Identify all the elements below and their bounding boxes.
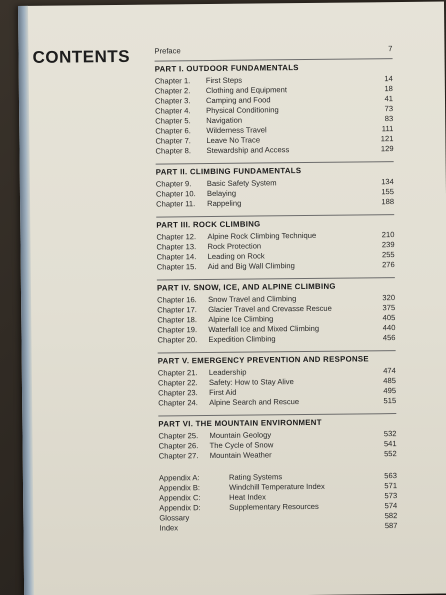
chapter-title: Rock Protection (207, 241, 262, 252)
chapter-title: Rappeling (207, 198, 242, 209)
chapter-page: 552 (383, 449, 397, 459)
chapter-number: Chapter 25. (158, 431, 199, 441)
chapter-number: Chapter 2. (154, 86, 191, 96)
chapter-title: Stewardship and Access (206, 145, 290, 156)
appendix-title: Supplementary Resources (229, 501, 319, 512)
chapter-title: Leave No Trace (206, 135, 261, 146)
appendix-page: 582 (384, 511, 398, 521)
chapter-title: Belaying (206, 188, 237, 199)
chapter-number: Chapter 17. (157, 305, 197, 315)
chapter-page: 14 (384, 74, 393, 84)
chapter-title: Navigation (206, 115, 243, 126)
chapter-number: Chapter 10. (155, 189, 196, 199)
chapter-page: 515 (383, 396, 397, 406)
chapter-title: Waterfall Ice and Mixed Climbing (208, 323, 320, 335)
chapter-title: Aid and Big Wall Climbing (207, 261, 295, 272)
chapter-number: Chapter 11. (156, 199, 196, 209)
chapter-page: 541 (383, 439, 397, 449)
chapter-number: Chapter 1. (154, 76, 191, 86)
appendix-page: 587 (384, 521, 398, 531)
chapter-number: Chapter 23. (158, 388, 198, 398)
chapter-number: Chapter 14. (156, 252, 197, 262)
appendix-label: Index (159, 523, 179, 533)
appendix-label: Glossary (159, 513, 190, 523)
chapter-number: Chapter 22. (157, 378, 198, 388)
chapter-number: Chapter 7. (155, 136, 191, 146)
chapter-page: 188 (381, 197, 395, 207)
appendix-page: 563 (384, 471, 397, 481)
chapter-page: 474 (383, 366, 396, 376)
chapter-page: 73 (384, 104, 394, 114)
part-heading: PART V. EMERGENCY PREVENTION AND RESPONSE (158, 350, 396, 368)
part-heading: PART IV. SNOW, ICE, AND ALPINE CLIMBING (157, 277, 395, 295)
chapter-title: Physical Conditioning (206, 105, 279, 116)
chapter-number: Chapter 12. (156, 232, 197, 242)
preface-label: Preface (154, 46, 181, 56)
chapter-page: 239 (381, 240, 395, 250)
chapter-page: 155 (381, 187, 395, 197)
chapter-number: Chapter 3. (154, 96, 191, 106)
chapter-page: 210 (381, 230, 395, 240)
chapter-number: Chapter 13. (156, 242, 197, 252)
chapter-title: First Aid (209, 387, 237, 398)
table-of-contents (154, 44, 397, 533)
chapter-title: Safety: How to Stay Alive (208, 377, 294, 388)
part-heading: PART VI. THE MOUNTAIN ENVIRONMENT (158, 413, 396, 431)
chapter-number: Chapter 18. (157, 315, 198, 325)
chapter-page: 41 (384, 94, 394, 104)
chapter-title: Wilderness Travel (206, 125, 267, 136)
preface-entry (154, 44, 392, 60)
chapter-number: Chapter 19. (157, 325, 198, 335)
chapter-page: 276 (382, 260, 395, 270)
chapter-title: Alpine Search and Rescue (209, 397, 300, 408)
chapter-page: 532 (383, 429, 397, 439)
chapter-page: 121 (380, 134, 394, 144)
chapter-number: Chapter 21. (157, 368, 198, 378)
appendix-entry (159, 521, 397, 533)
chapter-page: 111 (381, 124, 394, 134)
chapter-title: Leadership (208, 367, 247, 378)
chapter-number: Chapter 4. (155, 106, 191, 116)
chapter-title: Basic Safety System (206, 178, 277, 189)
chapter-page: 18 (384, 84, 393, 94)
chapter-page: 495 (383, 386, 397, 396)
chapter-number: Chapter 27. (158, 451, 199, 461)
chapter-number: Chapter 26. (158, 441, 199, 451)
page-title: CONTENTS (32, 46, 131, 67)
chapter-title: Expedition Climbing (208, 334, 276, 345)
book-page (18, 2, 446, 595)
chapter-number: Chapter 5. (155, 116, 191, 126)
chapter-title: Alpine Rock Climbing Technique (207, 230, 317, 242)
part-heading: PART I. OUTDOOR FUNDAMENTALS (155, 58, 393, 76)
chapter-page: 456 (382, 333, 396, 343)
chapter-number: Chapter 9. (155, 179, 192, 189)
chapter-page: 485 (383, 376, 396, 386)
appendix-page: 573 (384, 491, 398, 501)
appendix-title (229, 528, 375, 530)
appendix-page: 571 (384, 481, 398, 491)
chapter-number: Chapter 6. (155, 126, 191, 136)
chapter-title: Clothing and Equipment (205, 85, 288, 96)
chapter-title: Leading on Rock (207, 251, 265, 262)
chapter-page: 375 (382, 303, 396, 313)
appendix-title: Heat Index (229, 492, 266, 502)
chapter-title: Mountain Weather (209, 450, 272, 461)
chapter-title: Alpine Ice Climbing (208, 314, 274, 325)
chapter-title: Snow Travel and Climbing (208, 294, 297, 305)
parts-list (155, 58, 397, 464)
chapter-title: Camping and Food (205, 95, 271, 106)
chapter-title: Mountain Geology (209, 430, 272, 441)
appendix-label: Appendix A: (158, 473, 200, 483)
page-spine (18, 6, 34, 595)
part-heading: PART II. CLIMBING FUNDAMENTALS (156, 161, 394, 179)
chapter-title: The Cycle of Snow (209, 440, 274, 451)
appendix-page: 574 (384, 501, 398, 511)
chapter-page: 83 (384, 114, 394, 124)
appendix-title (229, 518, 375, 520)
chapter-number: Chapter 8. (155, 146, 192, 156)
part-heading: PART III. ROCK CLIMBING (156, 214, 394, 232)
chapter-number: Chapter 15. (156, 262, 197, 272)
chapter-title: First Steps (205, 75, 243, 86)
preface-page: 7 (388, 44, 393, 54)
appendix-list (159, 471, 398, 533)
chapter-page: 255 (381, 250, 395, 260)
chapter-page: 134 (381, 177, 394, 187)
chapter-number: Chapter 24. (158, 398, 198, 408)
appendix-title: Rating Systems (228, 472, 283, 482)
chapter-title: Glacier Travel and Crevasse Rescue (208, 303, 332, 315)
appendix-title: Windchill Temperature Index (229, 481, 325, 492)
appendix-label: Appendix C: (159, 493, 201, 503)
chapter-page: 440 (382, 323, 396, 333)
chapter-number: Chapter 16. (157, 295, 197, 305)
appendix-label: Appendix B: (159, 483, 201, 493)
chapter-page: 405 (382, 313, 396, 323)
chapter-number: Chapter 20. (157, 335, 198, 345)
chapter-page: 129 (380, 144, 394, 154)
chapter-page: 320 (382, 293, 396, 303)
appendix-label: Appendix D: (159, 503, 201, 513)
